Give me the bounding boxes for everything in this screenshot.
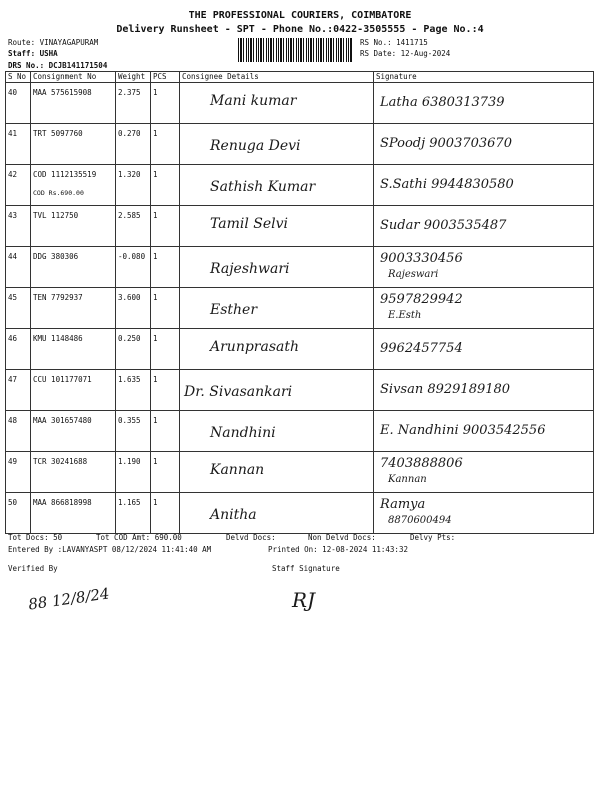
entered-by: Entered By :LAVANYASPT 08/12/2024 11:41:40 AM xyxy=(8,545,212,554)
cell-pcs: 1 xyxy=(151,288,180,329)
recipient-signature-extra: E.Esth xyxy=(388,310,422,321)
cell-consignment: COD 1112135519 COD Rs.690.00 xyxy=(31,165,116,206)
recipient-signature: SPoodj 9003703670 xyxy=(380,136,512,151)
recipient-signature: Ramya xyxy=(380,497,426,512)
consignee-name: Rajeshwari xyxy=(210,261,290,277)
cell-consignee xyxy=(180,247,374,288)
table-row xyxy=(6,165,594,206)
cell-sno: 45 xyxy=(6,288,31,329)
cell-signature xyxy=(374,83,594,124)
cell-consignment: DDG 380306 xyxy=(31,247,116,288)
cell-sno: 49 xyxy=(6,452,31,493)
cell-weight: 0.270 xyxy=(116,124,151,165)
recipient-signature: 9003330456 xyxy=(380,251,463,266)
company-title: THE PROFESSIONAL COURIERS, COIMBATORE xyxy=(188,10,412,21)
cell-weight: -0.080 xyxy=(116,247,151,288)
cell-weight: 0.355 xyxy=(116,411,151,452)
recipient-signature-extra: Kannan xyxy=(388,474,427,485)
recipient-signature-extra: Rajeswari xyxy=(388,269,439,280)
cell-pcs: 1 xyxy=(151,493,180,534)
recipient-signature: Sudar 9003535487 xyxy=(380,218,507,233)
cell-sno: 42 xyxy=(6,165,31,206)
recipient-signature: 7403888806 xyxy=(380,456,463,471)
consignee-name: Mani kumar xyxy=(210,93,297,109)
table-row xyxy=(6,83,594,124)
recipient-signature: S.Sathi 9944830580 xyxy=(380,177,514,192)
route-label: Route: VINAYAGAPURAM xyxy=(8,38,99,47)
table-row xyxy=(6,206,594,247)
cell-consignment: KMU 1148486 xyxy=(31,329,116,370)
cell-weight: 1.320 xyxy=(116,165,151,206)
cell-consignee xyxy=(180,411,374,452)
cell-consignment: TEN 7792937 xyxy=(31,288,116,329)
cell-pcs: 1 xyxy=(151,411,180,452)
cell-weight: 1.190 xyxy=(116,452,151,493)
cell-weight: 2.585 xyxy=(116,206,151,247)
verifier-signature: 88 12/8/24 xyxy=(27,584,111,614)
col-consignee: Consignee Details xyxy=(180,72,374,83)
recipient-signature: Sivsan 8929189180 xyxy=(380,382,511,397)
recipient-signature-extra: 8870600494 xyxy=(388,515,452,526)
total-cod: Tot COD Amt: 690.00 xyxy=(96,533,182,542)
cell-weight: 1.635 xyxy=(116,370,151,411)
cell-signature xyxy=(374,411,594,452)
col-weight: Weight xyxy=(116,72,151,83)
cell-consignment: CCU 101177071 xyxy=(31,370,116,411)
rs-number: RS No.: 1411715 xyxy=(360,38,428,47)
cell-signature xyxy=(374,247,594,288)
runsheet-table xyxy=(5,71,594,534)
recipient-signature: 9962457754 xyxy=(380,341,463,356)
table-row xyxy=(6,452,594,493)
cell-consignee xyxy=(180,452,374,493)
table-row xyxy=(6,247,594,288)
cell-pcs: 1 xyxy=(151,329,180,370)
col-pcs: PCS xyxy=(151,72,180,83)
cell-pcs: 1 xyxy=(151,370,180,411)
barcode xyxy=(238,38,352,62)
consignee-name: Dr. Sivasankari xyxy=(184,384,293,400)
cell-pcs: 1 xyxy=(151,452,180,493)
cell-sno: 47 xyxy=(6,370,31,411)
cell-signature xyxy=(374,165,594,206)
table-row xyxy=(6,411,594,452)
consignee-name: Anitha xyxy=(210,507,257,523)
recipient-signature: E. Nandhini 9003542556 xyxy=(380,423,546,438)
table-row xyxy=(6,370,594,411)
table-row xyxy=(6,329,594,370)
cell-pcs: 1 xyxy=(151,247,180,288)
table-header-row xyxy=(6,72,594,83)
cell-signature xyxy=(374,370,594,411)
consignee-name: Sathish Kumar xyxy=(210,179,316,195)
cell-consignee xyxy=(180,124,374,165)
total-docs: Tot Docs: 50 xyxy=(8,533,63,542)
cell-signature xyxy=(374,452,594,493)
cell-signature xyxy=(374,493,594,534)
consignee-name: Arunprasath xyxy=(210,339,300,355)
cell-consignee xyxy=(180,493,374,534)
cell-consignment: MAA 575615908 xyxy=(31,83,116,124)
col-consignment: Consignment No xyxy=(31,72,116,83)
cell-signature xyxy=(374,288,594,329)
cell-consignee xyxy=(180,83,374,124)
drs-number: DRS No.: DCJB141171504 xyxy=(8,61,108,70)
col-signature: Signature xyxy=(374,72,594,83)
cod-amount: COD Rs.690.00 xyxy=(33,189,84,197)
verified-by-label: Verified By xyxy=(8,564,58,573)
cell-consignee xyxy=(180,206,374,247)
cell-pcs: 1 xyxy=(151,124,180,165)
delivery-points: Delvy Pts: xyxy=(410,533,456,542)
cell-consignee xyxy=(180,370,374,411)
recipient-signature: 9597829942 xyxy=(380,292,463,307)
cell-sno: 40 xyxy=(6,83,31,124)
consignee-name: Renuga Devi xyxy=(210,138,301,154)
cell-pcs: 1 xyxy=(151,206,180,247)
cell-consignee xyxy=(180,165,374,206)
col-sno: S No xyxy=(6,72,31,83)
cell-signature xyxy=(374,206,594,247)
staff-signature-mark: RJ xyxy=(292,588,316,612)
cell-consignment: TRT 5097760 xyxy=(31,124,116,165)
table-row xyxy=(6,493,594,534)
cell-weight: 2.375 xyxy=(116,83,151,124)
cell-consignment: TCR 30241688 xyxy=(31,452,116,493)
cell-pcs: 1 xyxy=(151,165,180,206)
cell-sno: 41 xyxy=(6,124,31,165)
cell-consignment: MAA 301657480 xyxy=(31,411,116,452)
cell-weight: 1.165 xyxy=(116,493,151,534)
cell-consignee xyxy=(180,288,374,329)
cell-consignee xyxy=(180,329,374,370)
delivered-docs: Delvd Docs: xyxy=(226,533,276,542)
consignee-name: Nandhini xyxy=(210,425,276,441)
cell-pcs: 1 xyxy=(151,83,180,124)
recipient-signature: Latha 6380313739 xyxy=(380,95,505,110)
consignee-name: Tamil Selvi xyxy=(210,216,289,232)
cell-consignment: MAA 866818998 xyxy=(31,493,116,534)
runsheet-subtitle: Delivery Runsheet - SPT - Phone No.:0422-3505555 - Page No.:4 xyxy=(116,24,484,35)
cell-sno: 44 xyxy=(6,247,31,288)
cell-sno: 50 xyxy=(6,493,31,534)
cell-sno: 48 xyxy=(6,411,31,452)
cell-consignment: TVL 112750 xyxy=(31,206,116,247)
cell-weight: 0.250 xyxy=(116,329,151,370)
staff-signature-label: Staff Signature xyxy=(272,564,340,573)
non-delivered-docs: Non Delvd Docs: xyxy=(308,533,376,542)
staff-label: Staff: USHA xyxy=(8,49,58,58)
consignee-name: Esther xyxy=(210,302,258,318)
cell-sno: 46 xyxy=(6,329,31,370)
consignee-name: Kannan xyxy=(210,462,265,478)
printed-on: Printed On: 12-08-2024 11:43:32 xyxy=(268,545,408,554)
table-row xyxy=(6,288,594,329)
cell-sno: 43 xyxy=(6,206,31,247)
cell-weight: 3.600 xyxy=(116,288,151,329)
table-row xyxy=(6,124,594,165)
rs-date: RS Date: 12-Aug-2024 xyxy=(360,49,451,58)
cell-signature xyxy=(374,329,594,370)
cell-signature xyxy=(374,124,594,165)
